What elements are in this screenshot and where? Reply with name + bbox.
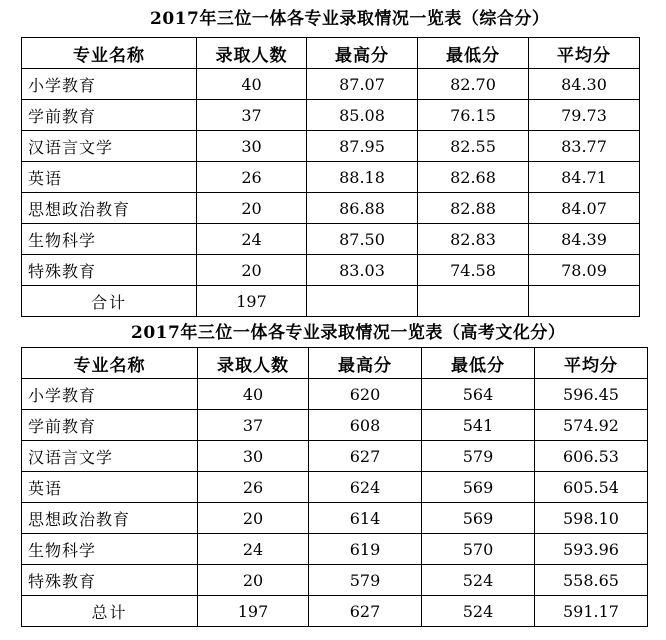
- value-cell: 620: [309, 379, 422, 410]
- value-cell: 24: [197, 224, 307, 255]
- total-value-cell: 591.17: [535, 596, 648, 627]
- table1: [21, 37, 640, 317]
- value-cell: 579: [309, 565, 422, 596]
- major-name-cell: 英语: [22, 162, 197, 193]
- column-header: 平均分: [535, 348, 648, 379]
- column-header: 最高分: [309, 348, 422, 379]
- column-header: 最低分: [422, 348, 535, 379]
- column-header: 平均分: [529, 38, 640, 69]
- value-cell: 558.65: [535, 565, 648, 596]
- value-cell: 596.45: [535, 379, 648, 410]
- table-row: [22, 379, 648, 410]
- value-cell: 40: [198, 379, 309, 410]
- value-cell: 593.96: [535, 534, 648, 565]
- value-cell: 83.03: [307, 255, 418, 286]
- column-header: 专业名称: [22, 348, 198, 379]
- table2-title: 2017年三位一体各专业录取情况一览表（高考文化分）: [131, 323, 566, 343]
- table2: [21, 347, 648, 627]
- value-cell: 627: [309, 441, 422, 472]
- value-cell: 20: [197, 255, 307, 286]
- value-cell: 614: [309, 503, 422, 534]
- total-label-cell: 合计: [22, 286, 197, 317]
- value-cell: 598.10: [535, 503, 648, 534]
- total-label-cell: 总计: [22, 596, 198, 627]
- value-cell: 619: [309, 534, 422, 565]
- value-cell: 74.58: [418, 255, 529, 286]
- value-cell: 524: [422, 565, 535, 596]
- value-cell: 569: [422, 503, 535, 534]
- column-header: 录取人数: [198, 348, 309, 379]
- major-name-cell: 小学教育: [22, 69, 197, 100]
- value-cell: 82.83: [418, 224, 529, 255]
- value-cell: 30: [198, 441, 309, 472]
- total-row: [22, 286, 640, 317]
- table1-body: [22, 38, 640, 317]
- table-row: [22, 100, 640, 131]
- major-name-cell: 小学教育: [22, 379, 198, 410]
- table-row: [22, 503, 648, 534]
- value-cell: 570: [422, 534, 535, 565]
- value-cell: 84.30: [529, 69, 640, 100]
- table-row: [22, 131, 640, 162]
- value-cell: 82.55: [418, 131, 529, 162]
- value-cell: 30: [197, 131, 307, 162]
- major-name-cell: 特殊教育: [22, 255, 197, 286]
- major-name-cell: 思想政治教育: [22, 193, 197, 224]
- value-cell: 76.15: [418, 100, 529, 131]
- value-cell: 84.07: [529, 193, 640, 224]
- table-row: [22, 441, 648, 472]
- major-name-cell: 生物科学: [22, 534, 198, 565]
- value-cell: 82.70: [418, 69, 529, 100]
- value-cell: 82.68: [418, 162, 529, 193]
- header-row: [22, 348, 648, 379]
- value-cell: 37: [197, 100, 307, 131]
- value-cell: 88.18: [307, 162, 418, 193]
- table-row: [22, 162, 640, 193]
- table-row: [22, 255, 640, 286]
- major-name-cell: 汉语言文学: [22, 131, 197, 162]
- value-cell: 82.88: [418, 193, 529, 224]
- total-value-cell: [529, 286, 640, 317]
- value-cell: 86.88: [307, 193, 418, 224]
- value-cell: 26: [198, 472, 309, 503]
- total-value-cell: 197: [197, 286, 307, 317]
- major-name-cell: 学前教育: [22, 410, 198, 441]
- value-cell: 84.39: [529, 224, 640, 255]
- value-cell: 574.92: [535, 410, 648, 441]
- value-cell: 37: [198, 410, 309, 441]
- value-cell: 40: [197, 69, 307, 100]
- value-cell: 606.53: [535, 441, 648, 472]
- column-header: 专业名称: [22, 38, 197, 69]
- table-row: [22, 69, 640, 100]
- major-name-cell: 学前教育: [22, 100, 197, 131]
- major-name-cell: 特殊教育: [22, 565, 198, 596]
- value-cell: 87.95: [307, 131, 418, 162]
- value-cell: 79.73: [529, 100, 640, 131]
- value-cell: 24: [198, 534, 309, 565]
- total-value-cell: 524: [422, 596, 535, 627]
- value-cell: 20: [197, 193, 307, 224]
- total-value-cell: [418, 286, 529, 317]
- header-row: [22, 38, 640, 69]
- table1-title: 2017年三位一体各专业录取情况一览表（综合分）: [150, 9, 550, 29]
- value-cell: 85.08: [307, 100, 418, 131]
- value-cell: 20: [198, 503, 309, 534]
- column-header: 最高分: [307, 38, 418, 69]
- value-cell: 579: [422, 441, 535, 472]
- major-name-cell: 英语: [22, 472, 198, 503]
- table-row: [22, 224, 640, 255]
- value-cell: 87.07: [307, 69, 418, 100]
- column-header: 最低分: [418, 38, 529, 69]
- total-value-cell: 627: [309, 596, 422, 627]
- value-cell: 605.54: [535, 472, 648, 503]
- value-cell: 84.71: [529, 162, 640, 193]
- column-header: 录取人数: [197, 38, 307, 69]
- value-cell: 541: [422, 410, 535, 441]
- value-cell: 608: [309, 410, 422, 441]
- value-cell: 20: [198, 565, 309, 596]
- major-name-cell: 生物科学: [22, 224, 197, 255]
- table-row: [22, 410, 648, 441]
- table-row: [22, 565, 648, 596]
- total-row: [22, 596, 648, 627]
- value-cell: 78.09: [529, 255, 640, 286]
- value-cell: 569: [422, 472, 535, 503]
- value-cell: 564: [422, 379, 535, 410]
- value-cell: 83.77: [529, 131, 640, 162]
- table-row: [22, 472, 648, 503]
- value-cell: 26: [197, 162, 307, 193]
- value-cell: 87.50: [307, 224, 418, 255]
- value-cell: 624: [309, 472, 422, 503]
- total-value-cell: 197: [198, 596, 309, 627]
- table-row: [22, 193, 640, 224]
- total-value-cell: [307, 286, 418, 317]
- major-name-cell: 思想政治教育: [22, 503, 198, 534]
- major-name-cell: 汉语言文学: [22, 441, 198, 472]
- table2-body: [22, 348, 648, 627]
- table-row: [22, 534, 648, 565]
